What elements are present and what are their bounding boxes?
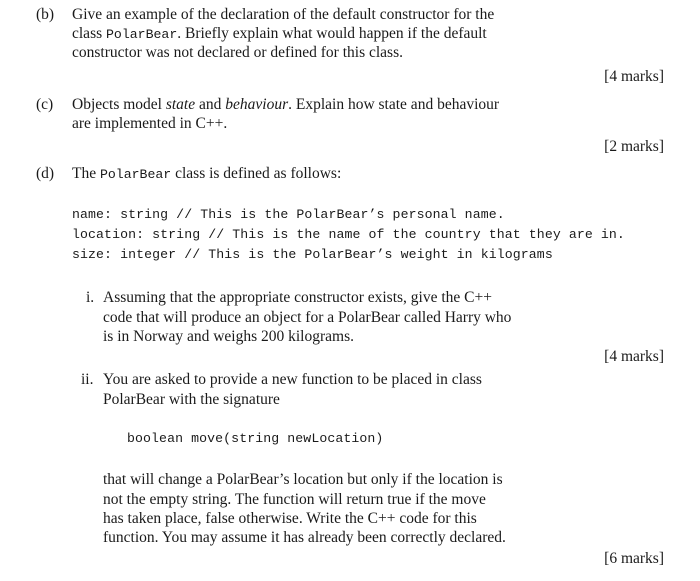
function-signature: boolean move(string newLocation) (127, 431, 384, 446)
code-line-location: location: string // This is the name of the country that they are in. (72, 227, 625, 242)
part-d-ii-label: ii. (81, 371, 94, 388)
part-c-line-2: are implemented in C++. (72, 115, 228, 132)
part-c-label: (c) (36, 96, 54, 113)
part-d-i-marks: [4 marks] (604, 348, 664, 365)
part-d-ii-line-6: function. You may assume it has already been correctly declared. (103, 529, 506, 546)
part-d-ii-line-4: not the empty string. The function will return true if the move (103, 491, 486, 508)
code-line-name: name: string // This is the PolarBear’s personal name. (72, 207, 505, 222)
part-d-label: (d) (36, 165, 55, 182)
part-d-ii-line-2: PolarBear with the signature (103, 391, 280, 408)
part-d-ii-line-1: You are asked to provide a new function to be placed in class (103, 371, 482, 388)
part-d-i-label: i. (86, 289, 95, 306)
part-d-line-1: The PolarBear class is defined as follows: (72, 165, 342, 182)
part-d-i-line-1: Assuming that the appropriate constructor exists, give the C++ (103, 289, 492, 306)
part-d-ii-line-3: that will change a PolarBear’s location but only if the location is (103, 471, 503, 488)
part-b-line-3: constructor was not declared or defined for this class. (72, 44, 403, 61)
part-b-line-1: Give an example of the declaration of the default constructor for the (72, 6, 495, 23)
part-c-line-1: Objects model state and behaviour. Explain how state and behaviour (72, 96, 500, 113)
part-d-i-line-2: code that will produce an object for a PolarBear called Harry who (103, 309, 512, 326)
part-d-ii-marks: [6 marks] (604, 550, 664, 567)
part-c-marks: [2 marks] (604, 138, 664, 155)
part-d-i-line-3: is in Norway and weighs 200 kilograms. (103, 328, 354, 345)
code-line-size: size: integer // This is the PolarBear’s weight in kilograms (72, 247, 553, 262)
part-d-ii-line-5: has taken place, false otherwise. Write the C++ code for this (103, 510, 477, 527)
part-b-label: (b) (36, 6, 55, 23)
part-b-line-2: class PolarBear. Briefly explain what would happen if the default (72, 25, 487, 42)
part-b-marks: [4 marks] (604, 68, 664, 85)
